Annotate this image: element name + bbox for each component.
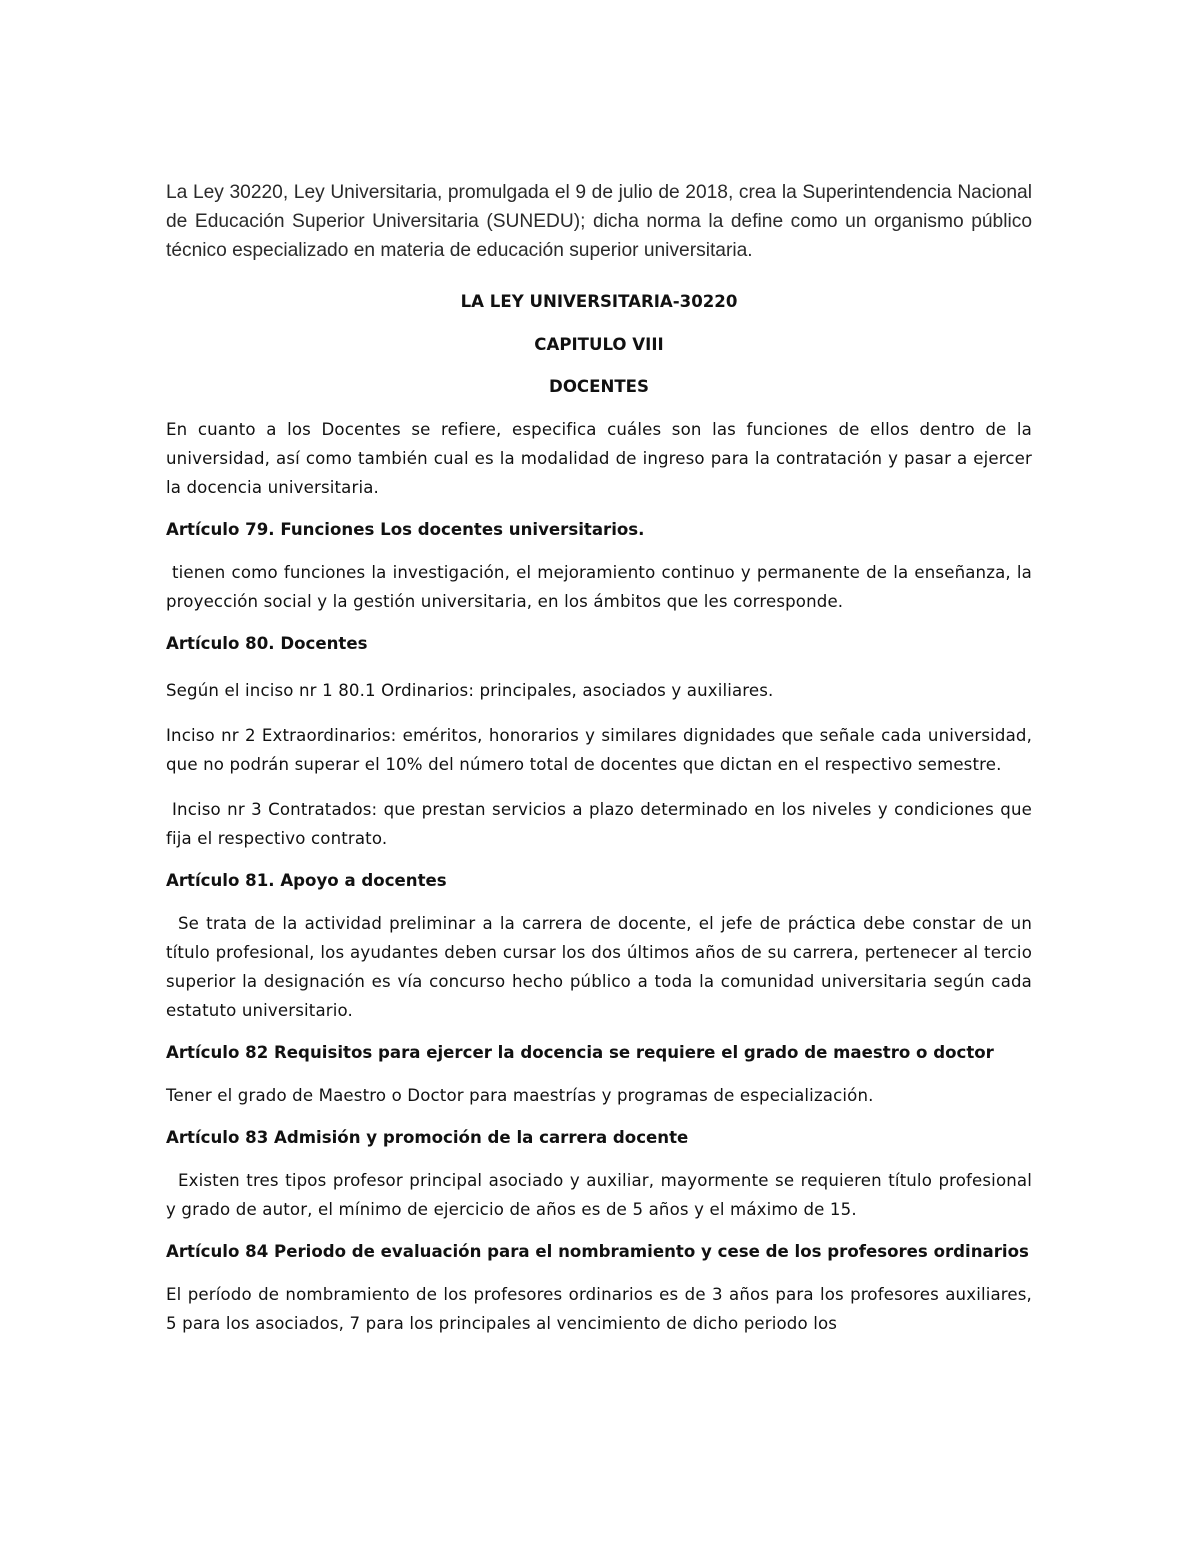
article-79-heading: Artículo 79. Funciones Los docentes universitarios. (166, 520, 645, 539)
article-82-heading: Artículo 82 Requisitos para ejercer la docencia se requiere el grado de maestro o doctor (166, 1043, 994, 1062)
article-83-heading: Artículo 83 Admisión y promoción de la carrera docente (166, 1128, 689, 1147)
article-81-heading: Artículo 81. Apoyo a docentes (166, 871, 447, 890)
article-82-paragraph: Tener el grado de Maestro o Doctor para maestrías y programas de especialización. (166, 1086, 874, 1105)
article-80-inciso-3: Inciso nr 3 Contratados: que prestan servicios a plazo determinado en los niveles y condiciones que fija el respectivo contrato. (166, 800, 1032, 848)
document-title: LA LEY UNIVERSITARIA-30220 (460, 292, 738, 311)
article-79-paragraph: tienen como funciones la investigación, el mejoramiento continuo y permanente de la enseñanza, la proyección social y la gestión universitaria, en los ámbitos que les corresponde. (166, 563, 1032, 611)
section-heading: DOCENTES (549, 377, 649, 396)
document-body (166, 178, 1032, 1338)
article-80-inciso-1: Según el inciso nr 1 80.1 Ordinarios: principales, asociados y auxiliares. (166, 681, 774, 700)
article-81-paragraph: Se trata de la actividad preliminar a la carrera de docente, el jefe de práctica debe constar de un título profesional, los ayudantes deben cursar los dos últimos años de su carrera, pertenecer al tercio superior la designación es vía concurso hecho público a toda la comunidad universitaria según cada estatuto universitario. (166, 914, 1032, 1020)
docentes-intro-paragraph: En cuanto a los Docentes se refiere, especifica cuáles son las funciones de ellos dentro de la universidad, así como también cual es la modalidad de ingreso para la contratación y pasar a ejercer la docencia universitaria. (166, 420, 1032, 497)
article-80-inciso-2: Inciso nr 2 Extraordinarios: eméritos, honorarios y similares dignidades que señale cada universidad, que no podrán superar el 10% del número total de docentes que dictan en el respectivo semestre. (166, 726, 1032, 774)
article-84-heading: Artículo 84 Periodo de evaluación para el nombramiento y cese de los profesores ordinarios (166, 1242, 1029, 1261)
intro-paragraph: La Ley 30220, Ley Universitaria, promulgada el 9 de julio de 2018, crea la Superintendencia Nacional de Educación Superior Universitaria (SUNEDU); dicha norma la define como un organismo público técnico especializado en materia de educación superior universitaria. (166, 182, 1032, 261)
article-84-paragraph: El período de nombramiento de los profesores ordinarios es de 3 años para los profesores auxiliares, 5 para los asociados, 7 para los principales al vencimiento de dicho periodo los (166, 1285, 1032, 1333)
article-83-paragraph: Existen tres tipos profesor principal asociado y auxiliar, mayormente se requieren título profesional y grado de autor, el mínimo de ejercicio de años es de 5 años y el máximo de 15. (166, 1171, 1032, 1219)
article-80-heading: Artículo 80. Docentes (166, 634, 368, 653)
chapter-heading: CAPITULO VIII (534, 335, 664, 354)
